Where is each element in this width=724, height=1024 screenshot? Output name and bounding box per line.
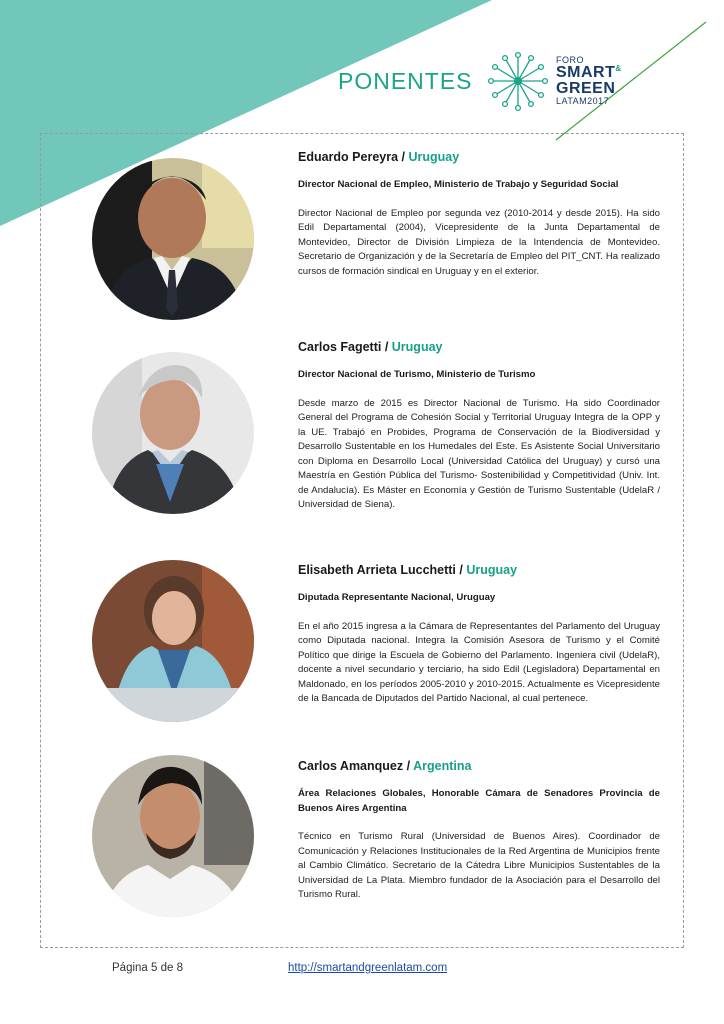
speaker-photo <box>92 158 254 320</box>
speaker-country: Uruguay <box>391 340 443 354</box>
speaker-name: Elisabeth Arrieta Lucchetti / Uruguay <box>298 563 518 577</box>
speaker-bio: Técnico en Turismo Rural (Universidad de Buenos Aires). Coordinador de Comunicación y Relaciones Institucionales de la Red Argentina de Municipios frente al Cambio Climático. Secretario de la Cátedra Libre Municipios Sustentables de la Universidad de La Plata. Miembro fundador de la Asociación para el Desarrollo del Turismo Rural. <box>298 831 660 900</box>
speaker-photo <box>92 352 254 514</box>
speaker-role: Director Nacional de Empleo, Ministerio de Trabajo y Seguridad Social <box>298 179 619 190</box>
speaker-country: Uruguay <box>408 150 460 164</box>
logo-wordmark <box>556 56 622 106</box>
page-title: PONENTES <box>338 68 473 94</box>
speaker-name: Carlos Fagetti / Uruguay <box>298 340 443 354</box>
speaker-country: Uruguay <box>466 563 518 577</box>
page-number: Página 5 de 8 <box>112 962 183 974</box>
logo-foro: FORO <box>556 55 584 65</box>
speaker-role: Área Relaciones Globales, Honorable Cámara de Senadores Provincia de Buenos Aires Argentina <box>298 788 660 814</box>
logo-latam2017: LATAM2017 <box>556 96 610 106</box>
speaker-role: Director Nacional de Turismo, Ministerio de Turismo <box>298 369 536 380</box>
speaker-bio: Director Nacional de Empleo por segunda vez (2010-2014 y desde 2015). Ha sido Edil Departamental (2004), Vicepresidente de la Junta Departamental de Montevideo, Director de División Limpieza de la Intendencia de Montevideo. Secretario de Organización y de la Secretaría de Empleo del PIT_CNT. Ha realizado cursos de formación sindical en Uruguay y en el exterior. <box>298 207 660 277</box>
speaker-bio: En el año 2015 ingresa a la Cámara de Representantes del Parlamento del Uruguay como Diputada nacional. Integra la Comisión Asesora de Turismo y el Comité Político que dirige la Escuela de Gobierno del Parlamento. Ingeniera civil (UdelaR), docente a nivel secundario y terciario, ha sido Edil (Legisladora) Departamental en Maldonado, en los períodos 2005-2010 y 2010-2015. Actualmente es Vicepresidente de la Bancada de Diputados del Partido Nacional, al cual pertenece. <box>298 620 660 704</box>
speaker-photo <box>92 755 254 917</box>
speaker-name: Carlos Amanquez / Argentina <box>298 759 472 773</box>
foro-logo <box>486 50 626 112</box>
website-link[interactable]: http://smartandgreenlatam.com <box>288 962 448 974</box>
speaker-bio: Desde marzo de 2015 es Director Nacional de Turismo. Ha sido Coordinador General del Programa de Cohesión Social y Territorial Uruguay Integra de la OPP y la UE. Trabajó en Probides, Programa de Conservación de la Biodiversidad y Desarrollo Sustentable en los Humedales del Este. Es Asistente Social Universitario con Diploma en Desarrollo Local (Universidad Católica del Uruguay) y cursó una Maestría en Gestión Pública del Turismo- Sostenibilidad y Competitividad (Univ. Int. de Andalucía). Es Máster en Economía y Gestión de Turismo Sustentable (UdelaR / Universidad de Siena). <box>298 397 660 510</box>
logo-ampersand: & <box>615 64 622 73</box>
speaker-photo <box>92 560 254 722</box>
burst-logo-icon <box>486 50 550 112</box>
speaker-country: Argentina <box>413 759 472 773</box>
speaker-name: Eduardo Pereyra / Uruguay <box>298 150 460 164</box>
logo-green: GREEN <box>556 80 616 97</box>
logo-smart: SMART <box>556 64 616 81</box>
speaker-role: Diputada Representante Nacional, Uruguay <box>298 592 496 603</box>
